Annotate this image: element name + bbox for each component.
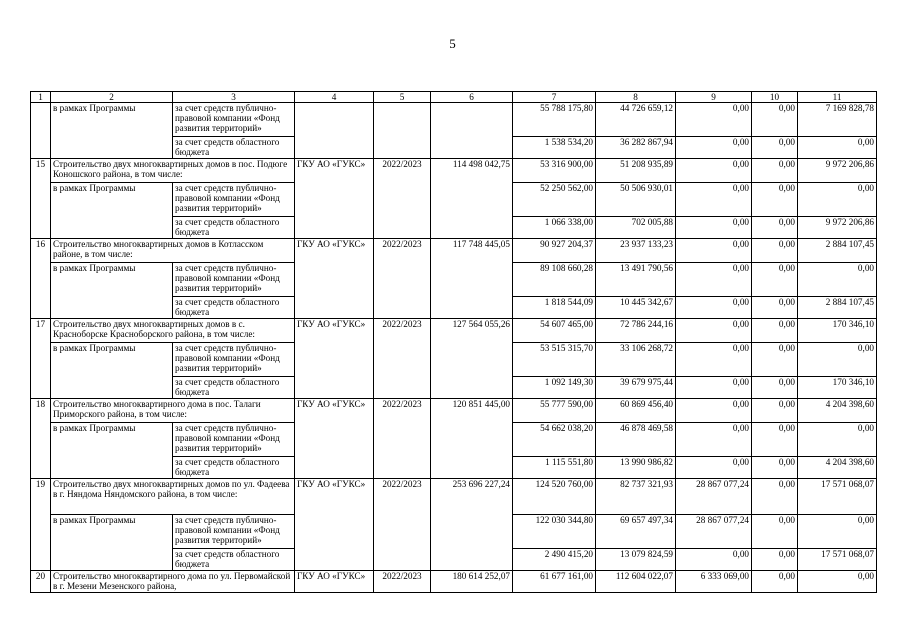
value-col-10: 0,00	[752, 103, 798, 137]
total-cost	[431, 183, 513, 217]
customer	[295, 423, 374, 457]
column-number-5: 5	[374, 92, 431, 103]
table-row	[31, 343, 877, 377]
value-col-9: 0,00	[676, 457, 752, 479]
value-col-9: 0,00	[676, 263, 752, 297]
column-number-2: 2	[51, 92, 173, 103]
construction-years: 2022/2023	[374, 159, 431, 183]
page-number: 5	[449, 36, 456, 51]
table-row	[31, 515, 877, 549]
table-row	[31, 103, 877, 137]
table-row	[31, 217, 877, 239]
table-row	[31, 159, 877, 183]
value-col-7: 122 030 344,80	[513, 515, 596, 549]
total-cost: 180 614 252,07	[431, 571, 513, 593]
value-col-10: 0,00	[752, 263, 798, 297]
customer	[295, 217, 374, 239]
table-row	[31, 137, 877, 159]
table-row	[31, 457, 877, 479]
value-col-9: 0,00	[676, 137, 752, 159]
value-col-11: 4 204 398,60	[798, 399, 877, 423]
budget-table-container	[30, 91, 876, 593]
value-col-8: 39 679 975,44	[596, 377, 676, 399]
object-name: в рамках Программы	[51, 103, 173, 137]
table-row	[31, 297, 877, 319]
value-col-11: 9 972 206,86	[798, 217, 877, 239]
total-cost: 120 851 445,00	[431, 399, 513, 423]
row-number: 18	[31, 399, 51, 423]
object-name	[51, 217, 173, 239]
object-name: в рамках Программы	[51, 423, 173, 457]
object-name: в рамках Программы	[51, 343, 173, 377]
value-col-7: 1 115 551,80	[513, 457, 596, 479]
value-col-10: 0,00	[752, 423, 798, 457]
construction-years	[374, 297, 431, 319]
funding-source: за счет средств областного бюджета	[173, 297, 295, 319]
total-cost	[431, 297, 513, 319]
value-col-7: 1 818 544,09	[513, 297, 596, 319]
value-col-11: 170 346,10	[798, 319, 877, 343]
table-row	[31, 239, 877, 263]
value-col-10: 0,00	[752, 571, 798, 593]
value-col-11: 4 204 398,60	[798, 457, 877, 479]
construction-years	[374, 263, 431, 297]
value-col-7: 55 777 590,00	[513, 399, 596, 423]
total-cost: 114 498 042,75	[431, 159, 513, 183]
total-cost: 253 696 227,24	[431, 479, 513, 515]
value-col-11: 17 571 068,07	[798, 479, 877, 515]
value-col-7: 1 092 149,30	[513, 377, 596, 399]
value-col-7: 89 108 660,28	[513, 263, 596, 297]
construction-years	[374, 217, 431, 239]
value-col-10: 0,00	[752, 479, 798, 515]
customer	[295, 297, 374, 319]
value-col-10: 0,00	[752, 137, 798, 159]
funding-source: за счет средств публично-правовой компании «Фонд развития территорий»	[173, 423, 295, 457]
value-col-11: 0,00	[798, 571, 877, 593]
funding-source: за счет средств областного бюджета	[173, 549, 295, 571]
column-number-4: 4	[295, 92, 374, 103]
row-number	[31, 263, 51, 297]
column-number-3: 3	[173, 92, 295, 103]
object-name: Строительство двух многоквартирных домов в пос. Подюге Коношского района, в том числе:	[51, 159, 295, 183]
value-col-9: 0,00	[676, 239, 752, 263]
value-col-10: 0,00	[752, 297, 798, 319]
customer	[295, 263, 374, 297]
table-row	[31, 479, 877, 515]
construction-years: 2022/2023	[374, 479, 431, 515]
construction-years	[374, 457, 431, 479]
object-name: Строительство многоквартирных домов в Котласском районе, в том числе:	[51, 239, 295, 263]
total-cost	[431, 343, 513, 377]
value-col-10: 0,00	[752, 319, 798, 343]
funding-source: за счет средств областного бюджета	[173, 217, 295, 239]
funding-source: за счет средств публично-правовой компании «Фонд развития территорий»	[173, 515, 295, 549]
row-number: 16	[31, 239, 51, 263]
value-col-10: 0,00	[752, 159, 798, 183]
construction-years: 2022/2023	[374, 571, 431, 593]
value-col-8: 33 106 268,72	[596, 343, 676, 377]
value-col-11: 0,00	[798, 423, 877, 457]
row-number	[31, 217, 51, 239]
customer: ГКУ АО «ГУКС»	[295, 159, 374, 183]
value-col-11: 0,00	[798, 137, 877, 159]
funding-source: за счет средств публично-правовой компании «Фонд развития территорий»	[173, 263, 295, 297]
value-col-9: 0,00	[676, 343, 752, 377]
funding-source: за счет средств областного бюджета	[173, 457, 295, 479]
value-col-9: 0,00	[676, 549, 752, 571]
value-col-7: 1 066 338,00	[513, 217, 596, 239]
value-col-8: 13 079 824,59	[596, 549, 676, 571]
row-number	[31, 423, 51, 457]
object-name: Строительство двух многоквартирных домов в с. Красноборске Красноборского района, в том числе:	[51, 319, 295, 343]
value-col-8: 112 604 022,07	[596, 571, 676, 593]
value-col-8: 13 990 986,82	[596, 457, 676, 479]
value-col-9: 0,00	[676, 423, 752, 457]
value-col-10: 0,00	[752, 239, 798, 263]
total-cost	[431, 137, 513, 159]
table-row	[31, 549, 877, 571]
table-row	[31, 423, 877, 457]
object-name	[51, 377, 173, 399]
table-row	[31, 377, 877, 399]
value-col-9: 0,00	[676, 297, 752, 319]
value-col-11: 17 571 068,07	[798, 549, 877, 571]
object-name	[51, 457, 173, 479]
value-col-8: 702 005,88	[596, 217, 676, 239]
row-number: 17	[31, 319, 51, 343]
customer	[295, 549, 374, 571]
table-row	[31, 263, 877, 297]
customer: ГКУ АО «ГУКС»	[295, 319, 374, 343]
table-row	[31, 399, 877, 423]
value-col-10: 0,00	[752, 377, 798, 399]
object-name: Строительство многоквартирного дома в пос. Талаги Приморского района, в том числе:	[51, 399, 295, 423]
value-col-10: 0,00	[752, 217, 798, 239]
row-number	[31, 297, 51, 319]
row-number	[31, 103, 51, 137]
value-col-10: 0,00	[752, 343, 798, 377]
customer	[295, 137, 374, 159]
value-col-9: 0,00	[676, 319, 752, 343]
value-col-11: 0,00	[798, 183, 877, 217]
value-col-10: 0,00	[752, 183, 798, 217]
customer: ГКУ АО «ГУКС»	[295, 399, 374, 423]
row-number	[31, 377, 51, 399]
value-col-11: 2 884 107,45	[798, 239, 877, 263]
object-name	[51, 549, 173, 571]
value-col-10: 0,00	[752, 515, 798, 549]
value-col-7: 53 515 315,70	[513, 343, 596, 377]
row-number	[31, 457, 51, 479]
construction-years: 2022/2023	[374, 399, 431, 423]
construction-years	[374, 423, 431, 457]
object-name: Строительство многоквартирного дома по ул. Первомайской в г. Мезени Мезенского района,	[51, 571, 295, 593]
funding-source: за счет средств публично-правовой компании «Фонд развития территорий»	[173, 103, 295, 137]
value-col-8: 69 657 497,34	[596, 515, 676, 549]
value-col-7: 54 607 465,00	[513, 319, 596, 343]
customer: ГКУ АО «ГУКС»	[295, 571, 374, 593]
value-col-11: 0,00	[798, 263, 877, 297]
row-number: 15	[31, 159, 51, 183]
total-cost	[431, 217, 513, 239]
value-col-11: 0,00	[798, 515, 877, 549]
table-row	[31, 183, 877, 217]
value-col-8: 50 506 930,01	[596, 183, 676, 217]
total-cost: 117 748 445,05	[431, 239, 513, 263]
table-row	[31, 571, 877, 593]
column-number-1: 1	[31, 92, 51, 103]
value-col-8: 72 786 244,16	[596, 319, 676, 343]
value-col-8: 10 445 342,67	[596, 297, 676, 319]
row-number	[31, 549, 51, 571]
column-number-row	[31, 92, 877, 103]
construction-years	[374, 377, 431, 399]
value-col-11: 170 346,10	[798, 377, 877, 399]
value-col-10: 0,00	[752, 549, 798, 571]
value-col-10: 0,00	[752, 399, 798, 423]
value-col-7: 53 316 900,00	[513, 159, 596, 183]
value-col-10: 0,00	[752, 457, 798, 479]
value-col-9: 0,00	[676, 159, 752, 183]
value-col-8: 51 208 935,89	[596, 159, 676, 183]
object-name: в рамках Программы	[51, 515, 173, 549]
object-name: Строительство двух многоквартирных домов по ул. Фадеева в г. Няндома Няндомского района, в том числе:	[51, 479, 295, 515]
value-col-8: 36 282 867,94	[596, 137, 676, 159]
value-col-9: 28 867 077,24	[676, 515, 752, 549]
value-col-7: 1 538 534,20	[513, 137, 596, 159]
column-number-11: 11	[798, 92, 877, 103]
funding-source: за счет средств областного бюджета	[173, 377, 295, 399]
total-cost	[431, 515, 513, 549]
total-cost	[431, 377, 513, 399]
value-col-9: 6 333 069,00	[676, 571, 752, 593]
value-col-7: 2 490 415,20	[513, 549, 596, 571]
funding-source: за счет средств публично-правовой компании «Фонд развития территорий»	[173, 183, 295, 217]
funding-source: за счет средств областного бюджета	[173, 137, 295, 159]
value-col-9: 0,00	[676, 183, 752, 217]
funding-source: за счет средств публично-правовой компании «Фонд развития территорий»	[173, 343, 295, 377]
row-number	[31, 343, 51, 377]
customer	[295, 457, 374, 479]
construction-years: 2022/2023	[374, 239, 431, 263]
value-col-9: 28 867 077,24	[676, 479, 752, 515]
column-number-8: 8	[596, 92, 676, 103]
total-cost	[431, 103, 513, 137]
value-col-8: 13 491 790,56	[596, 263, 676, 297]
construction-years	[374, 343, 431, 377]
value-col-7: 55 788 175,80	[513, 103, 596, 137]
customer	[295, 515, 374, 549]
construction-years	[374, 103, 431, 137]
total-cost	[431, 549, 513, 571]
value-col-8: 23 937 133,23	[596, 239, 676, 263]
row-number	[31, 515, 51, 549]
value-col-7: 52 250 562,00	[513, 183, 596, 217]
value-col-8: 46 878 469,58	[596, 423, 676, 457]
value-col-8: 60 869 456,40	[596, 399, 676, 423]
value-col-8: 82 737 321,93	[596, 479, 676, 515]
total-cost	[431, 457, 513, 479]
value-col-11: 7 169 828,78	[798, 103, 877, 137]
value-col-9: 0,00	[676, 103, 752, 137]
customer: ГКУ АО «ГУКС»	[295, 479, 374, 515]
total-cost: 127 564 055,26	[431, 319, 513, 343]
object-name	[51, 297, 173, 319]
customer	[295, 103, 374, 137]
total-cost	[431, 263, 513, 297]
table-row	[31, 319, 877, 343]
customer: ГКУ АО «ГУКС»	[295, 239, 374, 263]
column-number-10: 10	[752, 92, 798, 103]
row-number: 19	[31, 479, 51, 515]
column-number-6: 6	[431, 92, 513, 103]
object-name: в рамках Программы	[51, 263, 173, 297]
value-col-9: 0,00	[676, 217, 752, 239]
value-col-7: 90 927 204,37	[513, 239, 596, 263]
object-name: в рамках Программы	[51, 183, 173, 217]
construction-years	[374, 515, 431, 549]
customer	[295, 343, 374, 377]
customer	[295, 183, 374, 217]
value-col-11: 2 884 107,45	[798, 297, 877, 319]
value-col-8: 44 726 659,12	[596, 103, 676, 137]
value-col-9: 0,00	[676, 377, 752, 399]
object-name	[51, 137, 173, 159]
customer	[295, 377, 374, 399]
value-col-7: 54 662 038,20	[513, 423, 596, 457]
value-col-7: 124 520 760,00	[513, 479, 596, 515]
column-number-7: 7	[513, 92, 596, 103]
construction-years	[374, 183, 431, 217]
construction-years	[374, 137, 431, 159]
value-col-9: 0,00	[676, 399, 752, 423]
construction-years	[374, 549, 431, 571]
row-number: 20	[31, 571, 51, 593]
total-cost	[431, 423, 513, 457]
column-number-9: 9	[676, 92, 752, 103]
row-number	[31, 137, 51, 159]
budget-table	[30, 91, 877, 593]
value-col-11: 9 972 206,86	[798, 159, 877, 183]
construction-years: 2022/2023	[374, 319, 431, 343]
row-number	[31, 183, 51, 217]
value-col-11: 0,00	[798, 343, 877, 377]
value-col-7: 61 677 161,00	[513, 571, 596, 593]
